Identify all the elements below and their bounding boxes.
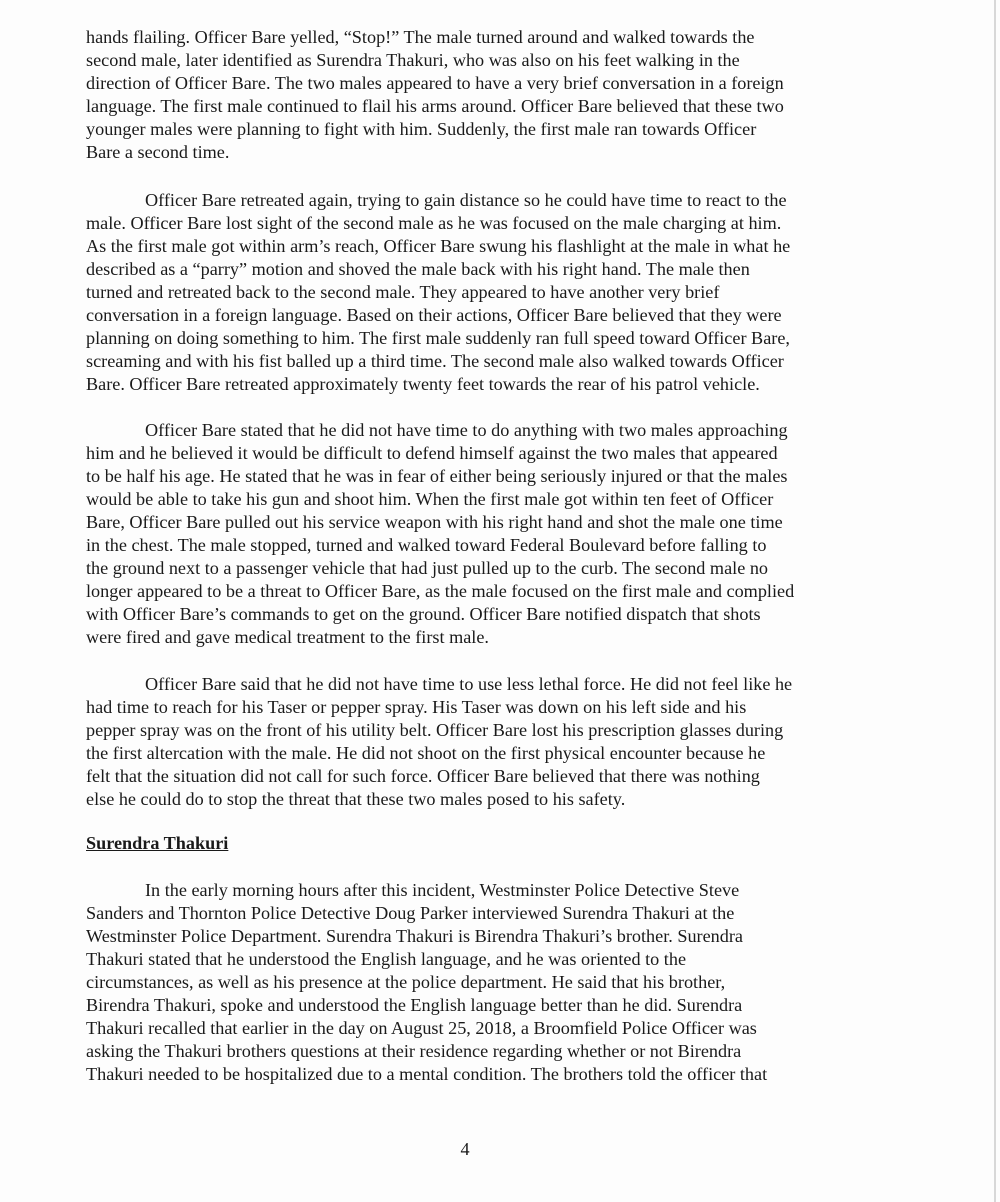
paragraph-retreat (86, 189, 876, 396)
text-line: Bare. Officer Bare retreated approximately twenty feet towards the rear of his patrol vehicle. (86, 374, 760, 394)
text-line: asking the Thakuri brothers questions at their residence regarding whether or not Birendra (86, 1041, 742, 1061)
paragraph-shooting (86, 419, 876, 649)
text-line: Thakuri needed to be hospitalized due to a mental condition. The brothers told the officer that (86, 1064, 768, 1084)
paragraph-continued (86, 26, 876, 164)
text-line: Bare, Officer Bare pulled out his service weapon with his right hand and shot the male one time (86, 512, 783, 532)
text-line: language. The first male continued to flail his arms around. Officer Bare believed that these two (86, 96, 784, 116)
text-line: with Officer Bare’s commands to get on the ground. Officer Bare notified dispatch that shots (86, 604, 761, 624)
text-line: younger males were planning to fight with him. Suddenly, the first male ran towards Officer (86, 119, 757, 139)
text-line: Thakuri recalled that earlier in the day on August 25, 2018, a Broomfield Police Officer was (86, 1018, 757, 1038)
text-line: longer appeared to be a threat to Officer Bare, as the male focused on the first male and complied (86, 581, 795, 601)
text-line: in the chest. The male stopped, turned and walked toward Federal Boulevard before falling to (86, 535, 767, 555)
paragraph-less-lethal (86, 673, 876, 811)
text-line: direction of Officer Bare. The two males appeared to have a very brief conversation in a foreign (86, 73, 784, 93)
text-line: pepper spray was on the front of his utility belt. Officer Bare lost his prescription glasses during (86, 720, 784, 740)
text-line: Officer Bare retreated again, trying to gain distance so he could have time to react to the (145, 190, 787, 210)
text-line: described as a “parry” motion and shoved the male back with his right hand. The male then (86, 259, 750, 279)
text-line: Westminster Police Department. Surendra Thakuri is Birendra Thakuri’s brother. Surendra (86, 926, 743, 946)
section-heading: Surendra Thakuri (86, 833, 229, 853)
text-line: were fired and gave medical treatment to the first male. (86, 627, 489, 647)
text-line: Bare a second time. (86, 142, 230, 162)
text-line: second male, later identified as Surendra Thakuri, who was also on his feet walking in the (86, 50, 740, 70)
text-line: would be able to take his gun and shoot him. When the first male got within ten feet of Officer (86, 489, 774, 509)
text-line: Officer Bare stated that he did not have time to do anything with two males approaching (145, 420, 788, 440)
text-line: Thakuri stated that he understood the English language, and he was oriented to the (86, 949, 687, 969)
text-line: circumstances, as well as his presence at the police department. He said that his brother, (86, 972, 726, 992)
text-line: planning on doing something to him. The first male suddenly ran full speed toward Officer Bare, (86, 328, 790, 348)
text-line: to be half his age. He stated that he was in fear of either being seriously injured or that the males (86, 466, 788, 486)
text-line: felt that the situation did not call for such force. Officer Bare believed that there was nothing (86, 766, 760, 786)
text-line: Officer Bare said that he did not have time to use less lethal force. He did not feel like he (145, 674, 793, 694)
text-line: had time to reach for his Taser or pepper spray. His Taser was down on his left side and his (86, 697, 747, 717)
text-line: hands flailing. Officer Bare yelled, “Stop!” The male turned around and walked towards the (86, 27, 755, 47)
text-line: screaming and with his fist balled up a third time. The second male also walked towards Officer (86, 351, 784, 371)
text-line: As the first male got within arm’s reach, Officer Bare swung his flashlight at the male in what he (86, 236, 791, 256)
text-line: the first altercation with the male. He did not shoot on the first physical encounter because he (86, 743, 766, 763)
text-line: male. Officer Bare lost sight of the second male as he was focused on the male charging at him. (86, 213, 782, 233)
text-line: conversation in a foreign language. Based on their actions, Officer Bare believed that they were (86, 305, 782, 325)
text-line: else he could do to stop the threat that these two males posed to his safety. (86, 789, 626, 809)
text-line: In the early morning hours after this incident, Westminster Police Detective Steve (145, 880, 740, 900)
text-line: him and he believed it would be difficult to defend himself against the two males that appeared (86, 443, 778, 463)
paragraph-interview (86, 879, 876, 1086)
text-line: Sanders and Thornton Police Detective Doug Parker interviewed Surendra Thakuri at the (86, 903, 735, 923)
page-number: 4 (460, 1139, 470, 1159)
text-line: the ground next to a passenger vehicle that had just pulled up to the curb. The second male no (86, 558, 769, 578)
text-line: Birendra Thakuri, spoke and understood the English language better than he did. Surendra (86, 995, 743, 1015)
text-line: turned and retreated back to the second male. They appeared to have another very brief (86, 282, 720, 302)
scan-edge (994, 0, 996, 1202)
